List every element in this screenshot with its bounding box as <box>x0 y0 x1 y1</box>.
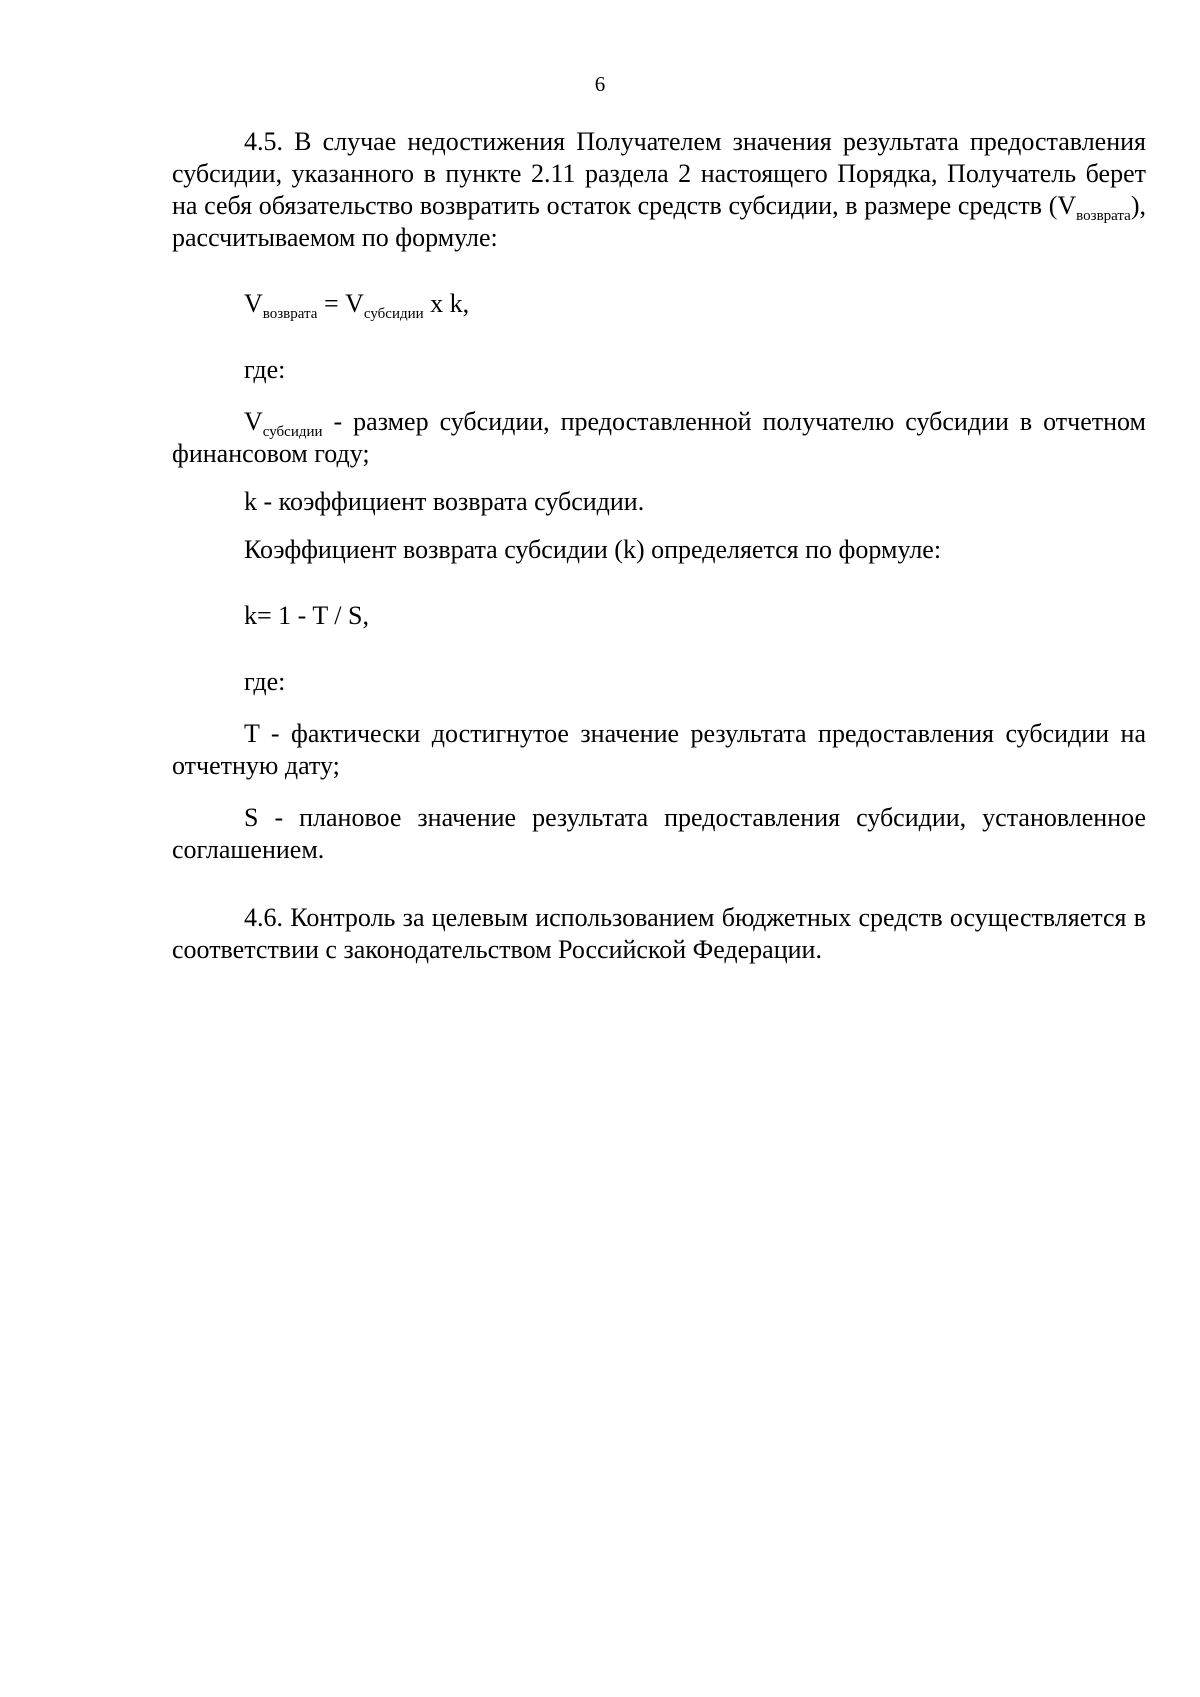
document-body <box>172 126 1146 966</box>
definition-v-subsidii <box>172 406 1146 470</box>
k-formula-intro: Коэффициент возврата субсидии (k) определяется по формуле: <box>244 535 942 564</box>
formula-v: V <box>244 289 263 318</box>
paragraph-4-5-text: 4.5. В случае недостижения Получателем значения результата предоставления субсидии, указанного в пункте 2.11 раздела 2 настоящего Порядка, Получатель берет на себя обязательство возвратить остаток средств субсидии, в размере средств (V <box>172 127 1146 220</box>
formula-sub-vozvrata: возврата <box>262 306 318 322</box>
paragraph-4-5 <box>172 126 1146 254</box>
paragraph-4-6: 4.6. Контроль за целевым использованием бюджетных средств осуществляется в соответствии с законодательством Российской Федерации. <box>172 903 1146 964</box>
formula-v-vozvrata <box>172 288 1146 320</box>
page-number: 6 <box>594 72 606 96</box>
def-v-text: - размер субсидии, предоставленной получателю субсидии в отчетном финансовом году; <box>172 407 1146 468</box>
definition-k: k - коэффициент возврата субсидии. <box>244 487 645 516</box>
formula-times-k: x k, <box>423 289 470 318</box>
definition-s: S - плановое значение результата предоставления субсидии, установленное соглашением. <box>172 803 1146 864</box>
where-label-1: где: <box>244 355 286 384</box>
def-sub-subsidii: субсидии <box>262 424 323 440</box>
def-v: V <box>244 407 263 436</box>
definition-t: T - фактически достигнутое значение результата предоставления субсидии на отчетную дату; <box>172 719 1146 780</box>
formula-sub-subsidii: субсидии <box>363 306 424 322</box>
where-label-2: где: <box>244 667 286 696</box>
formula-k: k= 1 - T / S, <box>244 601 369 630</box>
paragraph-4-5-tail: ), рассчитываемом по формуле: <box>172 191 1146 252</box>
subscript-vozvrata: возврата <box>1076 208 1131 224</box>
formula-equals-v: = V <box>317 289 364 318</box>
